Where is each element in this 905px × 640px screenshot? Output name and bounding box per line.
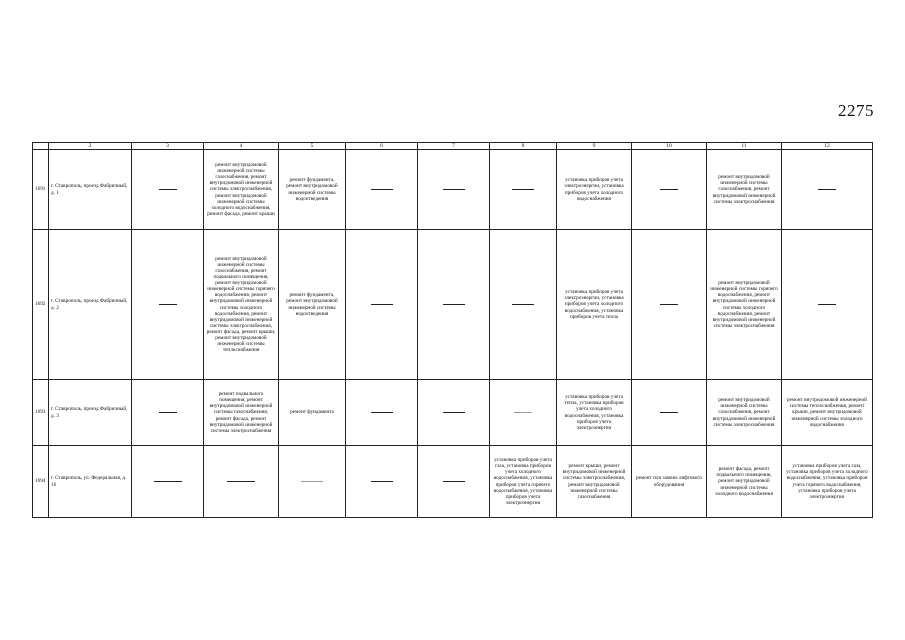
address-cell: г. Ставрополь, ул. Федеральная, д. 16 [49, 446, 132, 518]
header-cell: 9 [557, 143, 632, 150]
works-cell: ремонт внутридомовой инженерной системы горячего водоснабжения, ремонт внутридомовой инженерной системы холодного водоснабжения, ремонт внутридомовой инженерной системы электроснабжения [707, 230, 782, 380]
address-cell: г. Ставрополь, проезд Фабричный, д. 3 [49, 380, 132, 446]
header-cell: 2 [49, 143, 132, 150]
dash-mark [159, 304, 177, 305]
empty-cell [490, 380, 557, 446]
header-cell: 3 [132, 143, 204, 150]
dash-mark [660, 189, 678, 190]
works-cell: ремонт фундамента, ремонт внутридомовой инженерной системы водоотведения [279, 150, 346, 230]
dash-mark [512, 304, 534, 305]
works-cell: установка приборов учета газа, установка приборов учета холодного водоснабжения, установка приборов учета горячего водоснабжения, установка приборов учета электроэнергии [782, 446, 873, 518]
dash-mark [443, 304, 465, 305]
dash-mark [371, 304, 393, 305]
table-row [33, 230, 873, 380]
address-cell: г. Ставрополь, проезд Фабричный, д. 2 [49, 230, 132, 380]
table-row [33, 380, 873, 446]
works-table [32, 142, 873, 518]
empty-cell [346, 230, 418, 380]
header-cell: 7 [418, 143, 490, 150]
works-cell: ремонт подвального помещения, ремонт внутридомовой инженерной системы газоснабжения, ремонт фасада, ремонт внутридомовой инженерной системы электроснабжения [204, 380, 279, 446]
empty-cell [490, 230, 557, 380]
dash-mark [159, 189, 177, 190]
empty-cell [632, 230, 707, 380]
dash-mark [159, 412, 177, 413]
empty-cell [782, 150, 873, 230]
row-number: 1692 [33, 230, 49, 380]
empty-cell [632, 380, 707, 446]
dash-mark [227, 481, 255, 482]
works-cell: ремонт внутридомовой инженерной системы газоснабжения, ремонт подвального помещения, ремонт внутридомовой инженерной системы горячего водоснабжения, ремонт внутридомовой инженерной системы холодного водоснабжения, ремонт внутридомовой инженерной системы электроснабжения, ремонт фасада, ремонт крыши, ремонт внутридомовой инженерной системы теплоснабжения [204, 230, 279, 380]
empty-cell [418, 446, 490, 518]
dash-mark [512, 189, 534, 190]
works-cell: ремонт или замена лифтового оборудования [632, 446, 707, 518]
empty-cell [132, 380, 204, 446]
empty-cell [132, 230, 204, 380]
dash-mark [660, 304, 678, 305]
page-number: 2275 [838, 101, 874, 120]
empty-cell [418, 150, 490, 230]
header-cell [33, 143, 49, 150]
row-number: 1693 [33, 380, 49, 446]
header-cell: 10 [632, 143, 707, 150]
dash-mark [301, 481, 323, 482]
works-cell: установка приборов учета электроэнергии, установка приборов учета холодного водоснабжения [557, 150, 632, 230]
empty-cell [204, 446, 279, 518]
table-row [33, 150, 873, 230]
works-cell: установка приборов учета тепла, установка приборов учета холодного водоснабжения, установка приборов учета электроэнергии [557, 380, 632, 446]
dash-mark [443, 481, 465, 482]
empty-cell [346, 446, 418, 518]
empty-cell [418, 380, 490, 446]
address-cell: г. Ставрополь, проезд Фабричный, д. 1 [49, 150, 132, 230]
empty-cell [632, 150, 707, 230]
empty-cell [132, 150, 204, 230]
dash-mark [371, 189, 393, 190]
works-cell: ремонт фасада, ремонт подвального помещения, ремонт внутридомовой инженерной системы холодного водоснабжения [707, 446, 782, 518]
works-cell: установка приборов учета газа, установка приборов учета холодного водоснабжения, установка приборов учета горячего водоснабжения, установка приборов учета электроэнергии [490, 446, 557, 518]
dash-mark [371, 481, 393, 482]
row-number: 1694 [33, 446, 49, 518]
empty-cell [782, 230, 873, 380]
header-cell: 8 [490, 143, 557, 150]
header-cell: 12 [782, 143, 873, 150]
dash-mark [660, 412, 678, 413]
header-row [33, 143, 873, 150]
dash-mark [818, 189, 836, 190]
works-cell: ремонт внутридомовой инженерной системы теплоснабжения, ремонт крыши, ремонт внутридомовой инженерной системы холодного водоснабжения [782, 380, 873, 446]
header-cell: 11 [707, 143, 782, 150]
dash-mark [514, 412, 532, 413]
empty-cell [132, 446, 204, 518]
empty-cell [346, 380, 418, 446]
header-cell: 5 [279, 143, 346, 150]
empty-cell [418, 230, 490, 380]
empty-cell [346, 150, 418, 230]
works-cell: ремонт внутридомовой инженерной системы газоснабжения, ремонт внутридомовой инженерной системы электроснабжения [707, 150, 782, 230]
dash-mark [371, 412, 393, 413]
works-cell: ремонт крыши, ремонт внутридомовой инженерной системы электроснабжения, ремонт внутридомовой инженерной системы газоснабжения [557, 446, 632, 518]
dash-mark [443, 412, 465, 413]
header-cell: 4 [204, 143, 279, 150]
dash-mark [443, 189, 465, 190]
header-cell: 6 [346, 143, 418, 150]
works-cell: установка приборов учета электроэнергии, установка приборов учета холодного водоснабжения, установка приборов учета тепла [557, 230, 632, 380]
empty-cell [490, 150, 557, 230]
works-cell: ремонт внутридомовой инженерной системы газоснабжения, ремонт внутридомовой инженерной системы электроснабжения, ремонт внутридомовой инженерной системы холодного водоснабжения, ремонт фасада, ремонт крыши [204, 150, 279, 230]
dash-mark [154, 481, 182, 482]
table-row [33, 446, 873, 518]
works-cell: ремонт фундамента [279, 380, 346, 446]
works-cell: ремонт фундамента, ремонт внутридомовой инженерной системы водоотведения [279, 230, 346, 380]
row-number: 1691 [33, 150, 49, 230]
works-cell: ремонт внутридомовой инженерной системы газоснабжения, ремонт внутридомовой инженерной системы электроснабжения [707, 380, 782, 446]
dash-mark [818, 304, 836, 305]
empty-cell [279, 446, 346, 518]
